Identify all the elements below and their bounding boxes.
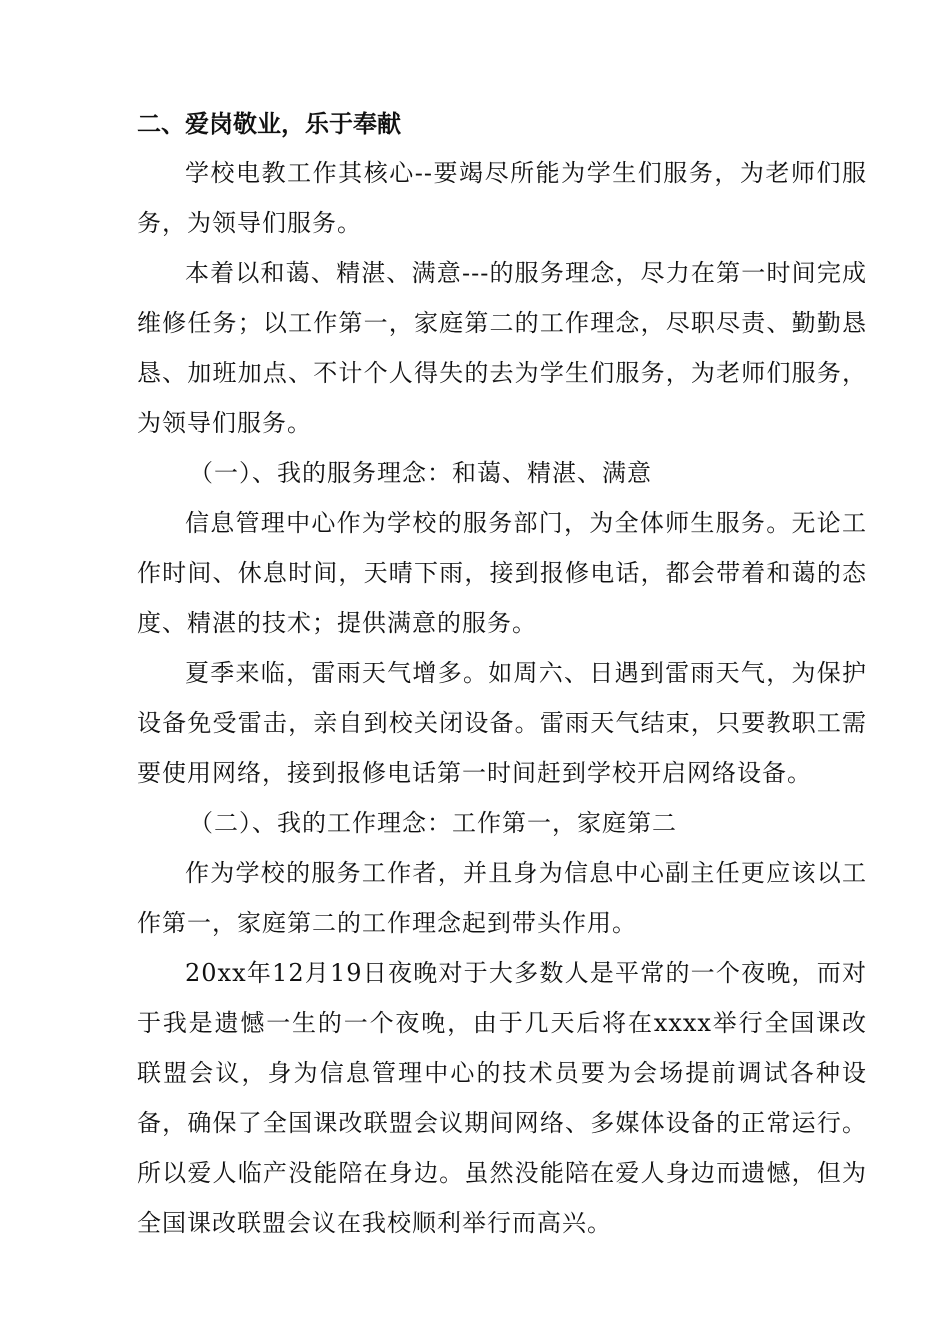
service-paragraph-2: 夏季来临，雷雨天气增多。如周六、日遇到雷雨天气，为保护设备免受雷击，亲自到校关闭设备。雷雨天气结束，只要教职工需要使用网络，接到报修电话第一时间赶到学校开启网络设备。 [137, 659, 867, 787]
subsection-title-work-concept: （二）、我的工作理念：工作第一，家庭第二 [189, 809, 677, 837]
document-body [137, 100, 867, 1248]
intro-paragraph-1: 学校电教工作其核心--要竭尽所能为学生们服务，为老师们服务，为领导们服务。 [137, 159, 867, 237]
service-paragraph-1: 信息管理中心作为学校的服务部门，为全体师生服务。无论工作时间、休息时间，天晴下雨，接到报修电话，都会带着和蔼的态度、精湛的技术；提供满意的服务。 [137, 509, 867, 637]
work-paragraph-1: 作为学校的服务工作者，并且身为信息中心副主任更应该以工作第一，家庭第二的工作理念起到带头作用。 [137, 859, 867, 937]
subsection-title-service-concept: （一）、我的服务理念：和蔼、精湛、满意 [189, 459, 652, 487]
intro-paragraph-2: 本着以和蔼、精湛、满意---的服务理念，尽力在第一时间完成维修任务；以工作第一，家庭第二的工作理念，尽职尽责、勤勤恳恳、加班加点、不计个人得失的去为学生们服务，为老师们服务，为领导们服务。 [137, 259, 867, 437]
work-paragraph-2: 20xx年12月19日夜晚对于大多数人是平常的一个夜晚，而对于我是遗憾一生的一个夜晚，由于几天后将在xxxx举行全国课改联盟会议，身为信息管理中心的技术员要为会场提前调试各种设备，确保了全国课改联盟会议期间网络、多媒体设备的正常运行。所以爱人临产没能陪在身边。虽然没能陪在爱人身边而遗憾，但为全国课改联盟会议在我校顺利举行而高兴。 [137, 959, 867, 1237]
section-heading: 二、爱岗敬业，乐于奉献 [137, 110, 401, 138]
